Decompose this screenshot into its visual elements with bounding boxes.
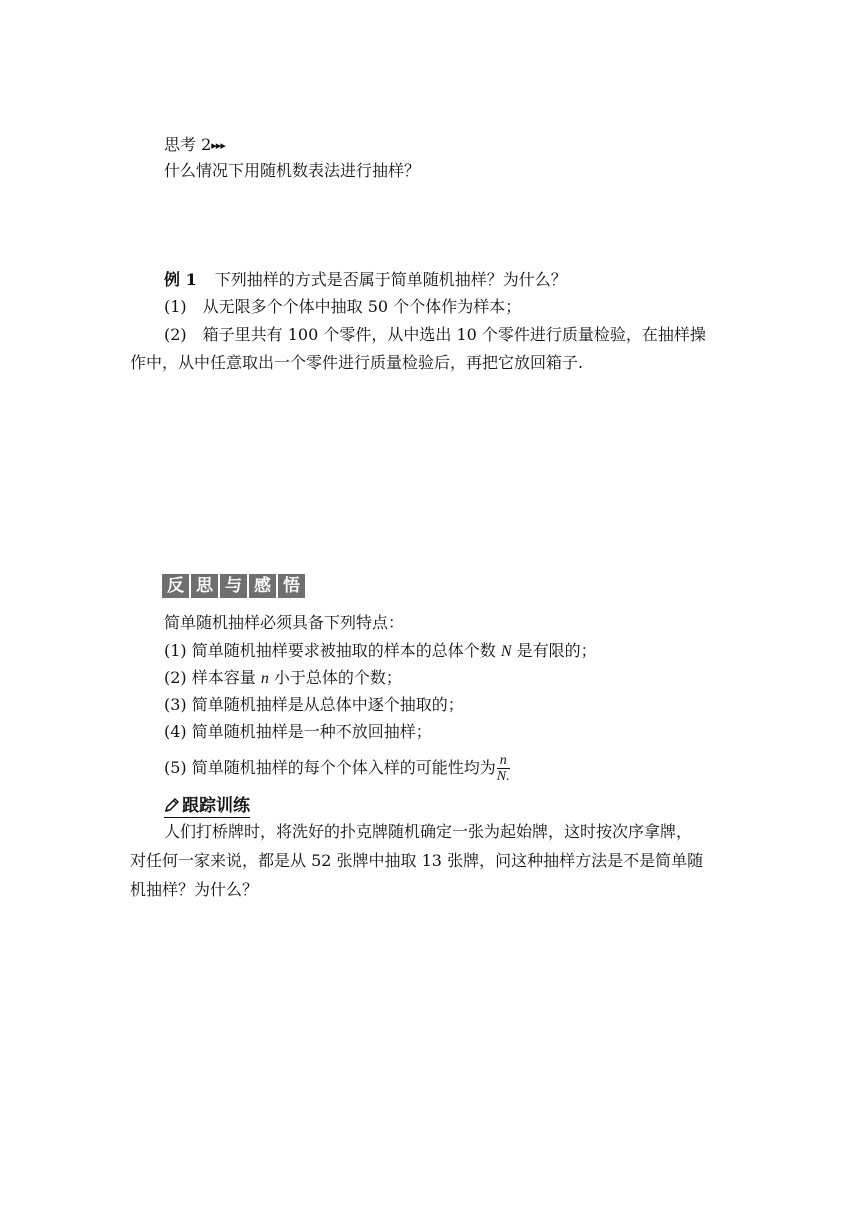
badge-char: 思 (191, 574, 218, 598)
tracking-line-3: 机抽样？为什么？ (130, 880, 259, 899)
think2-question: 什么情况下用随机数表法进行抽样？ (164, 161, 421, 180)
reflection-badge (162, 574, 305, 598)
example1-item2-line1: (2) 箱子里共有 100 个零件，从中选出 10 个零件进行质量检验，在抽样操 (164, 325, 706, 344)
reflection-point-4: (4) 简单随机抽样是一种不放回抽样； (164, 722, 432, 741)
point-text: 小于总体的个数； (268, 668, 402, 687)
example1-item1: (1) 从无限多个个体中抽取 50 个个体作为样本； (164, 297, 522, 316)
example1-item2-line2: 作中，从中任意取出一个零件进行质量检验后，再把它放回箱子. (130, 353, 584, 372)
pencil-icon (164, 795, 180, 817)
think2-label: 思考 2 (164, 135, 212, 154)
reflection-intro: 简单随机抽样必须具备下列特点： (164, 613, 405, 632)
fraction-numerator: n (497, 753, 510, 769)
reflection-point-3: (3) 简单随机抽样是从总体中逐个抽取的； (164, 695, 464, 714)
example1-label: 例 1 (164, 270, 197, 289)
example1-heading (164, 270, 567, 290)
badge-char: 感 (249, 574, 276, 598)
point-text: 是有限的； (511, 641, 597, 660)
tracking-title-text: 跟踪训练 (182, 796, 250, 816)
variable-N: N (500, 643, 512, 660)
reflection-point-1 (164, 641, 597, 662)
think2-heading (164, 135, 225, 156)
reflection-point-5 (164, 750, 510, 786)
badge-char: 悟 (278, 574, 305, 598)
example1-question: 下列抽样的方式是否属于简单随机抽样？为什么？ (214, 270, 567, 289)
badge-char: 与 (220, 574, 247, 598)
point-text: (2) 样本容量 (164, 668, 261, 687)
fraction-denominator: N. (496, 768, 510, 784)
fraction-n-over-N (497, 753, 510, 785)
point-text: (1) 简单随机抽样要求被抽取的样本的总体个数 (164, 641, 501, 660)
tracking-line-2: 对任何一家来说，都是从 52 张牌中抽取 13 张牌，问这种抽样方法是不是简单随 (130, 851, 704, 870)
triple-arrow-icon: ▸▸▸ (211, 139, 225, 152)
reflection-point-2 (164, 668, 402, 689)
variable-n: n (260, 670, 269, 687)
point-text: (5) 简单随机抽样的每个个体入样的可能性均为 (164, 758, 496, 777)
badge-char: 反 (162, 574, 189, 598)
tracking-title (164, 795, 250, 818)
tracking-line-1: 人们打桥牌时，将洗好的扑克牌随机确定一张为起始牌，这时按次序拿牌， (164, 822, 693, 841)
